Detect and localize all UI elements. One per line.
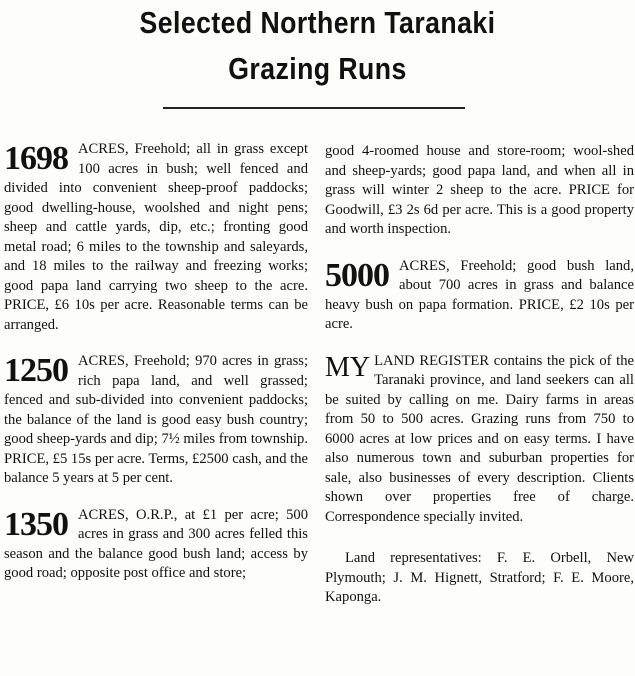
listing-acres-number: 1350 <box>4 505 68 543</box>
page-title-line-2: Grazing Runs <box>228 51 407 86</box>
listing-1698 <box>4 140 308 335</box>
listing-5000 <box>325 257 634 335</box>
page-title-line-1: Selected Northern Taranaki <box>139 5 496 40</box>
register-dropcap: MY <box>325 351 371 383</box>
listing-acres-number: 1250 <box>4 352 68 389</box>
listing-text: ACRES, O.R.P., at £1 per acre; 500 acres in grass and 300 acres felled this season and the balance good bush land; access by good road; opposite post office and store; <box>4 506 308 581</box>
land-representatives: Land representatives: F. E. Orbell, New Plymouth; J. M. Hignett, Stratford; F. E. Moore, Kaponga. <box>325 550 634 605</box>
register-text: LAND REGISTER contains the pick of the Taranaki province, and land seekers can all be suited by calling on me. Dairy farms in areas from 50 to 500 acres. Grazing runs from 750 to 6000 acres at low prices and on easy terms. I have also numerous town and suburban properties for sale, also businesses of every description. Clients shown over properties free of charge. Correspondence specially invited. <box>325 352 634 525</box>
left-column <box>4 140 308 601</box>
listing-1250 <box>4 352 308 489</box>
listing-text: ACRES, Freehold; 970 acres in grass; rich papa land, and well grassed; fenced and sub-divided into convenient paddocks; the balance of the land is good easy bush country; good sheep-yards and dip; 7½ miles from township. PRICE, £5 15s per acre. Terms, £2500 cash, and the balance 5 years at 5 per cent. <box>4 353 308 486</box>
title-divider <box>163 107 465 109</box>
listing-1350 <box>4 506 308 584</box>
land-register-notice <box>325 352 634 528</box>
right-column <box>325 142 634 622</box>
listing-text: ACRES, Freehold; good bush land, about 700 acres in grass and balance heavy bush on papa formation. PRICE, £2 10s per acre. <box>325 257 634 332</box>
listing-text-continued: good 4-roomed house and store-room; wool-shed and sheep-yards; good papa land, and when all in grass will winter 2 sheep to the acre. PRICE for Goodwill, £3 2s 6d per acre. This is a good property and worth inspection. <box>325 143 634 237</box>
listing-acres-number: 1698 <box>4 140 68 177</box>
listing-text: ACRES, Freehold; all in grass except 100 acres in bush; well fenced and divided into convenient sheep-proof paddocks; good dwelling-house, woolshed and night pens; sheep and cattle yards, dip, etc.; fronting good metal road; 6 miles to the township and saleyards, and 18 miles to the railway and freezing works; good papa land carrying two sheep to the acre. PRICE, £6 10s per acre. Reasonable terms can be arranged. <box>4 141 308 333</box>
listing-acres-number: 5000 <box>325 256 389 294</box>
listing-1350-continued <box>325 142 634 240</box>
